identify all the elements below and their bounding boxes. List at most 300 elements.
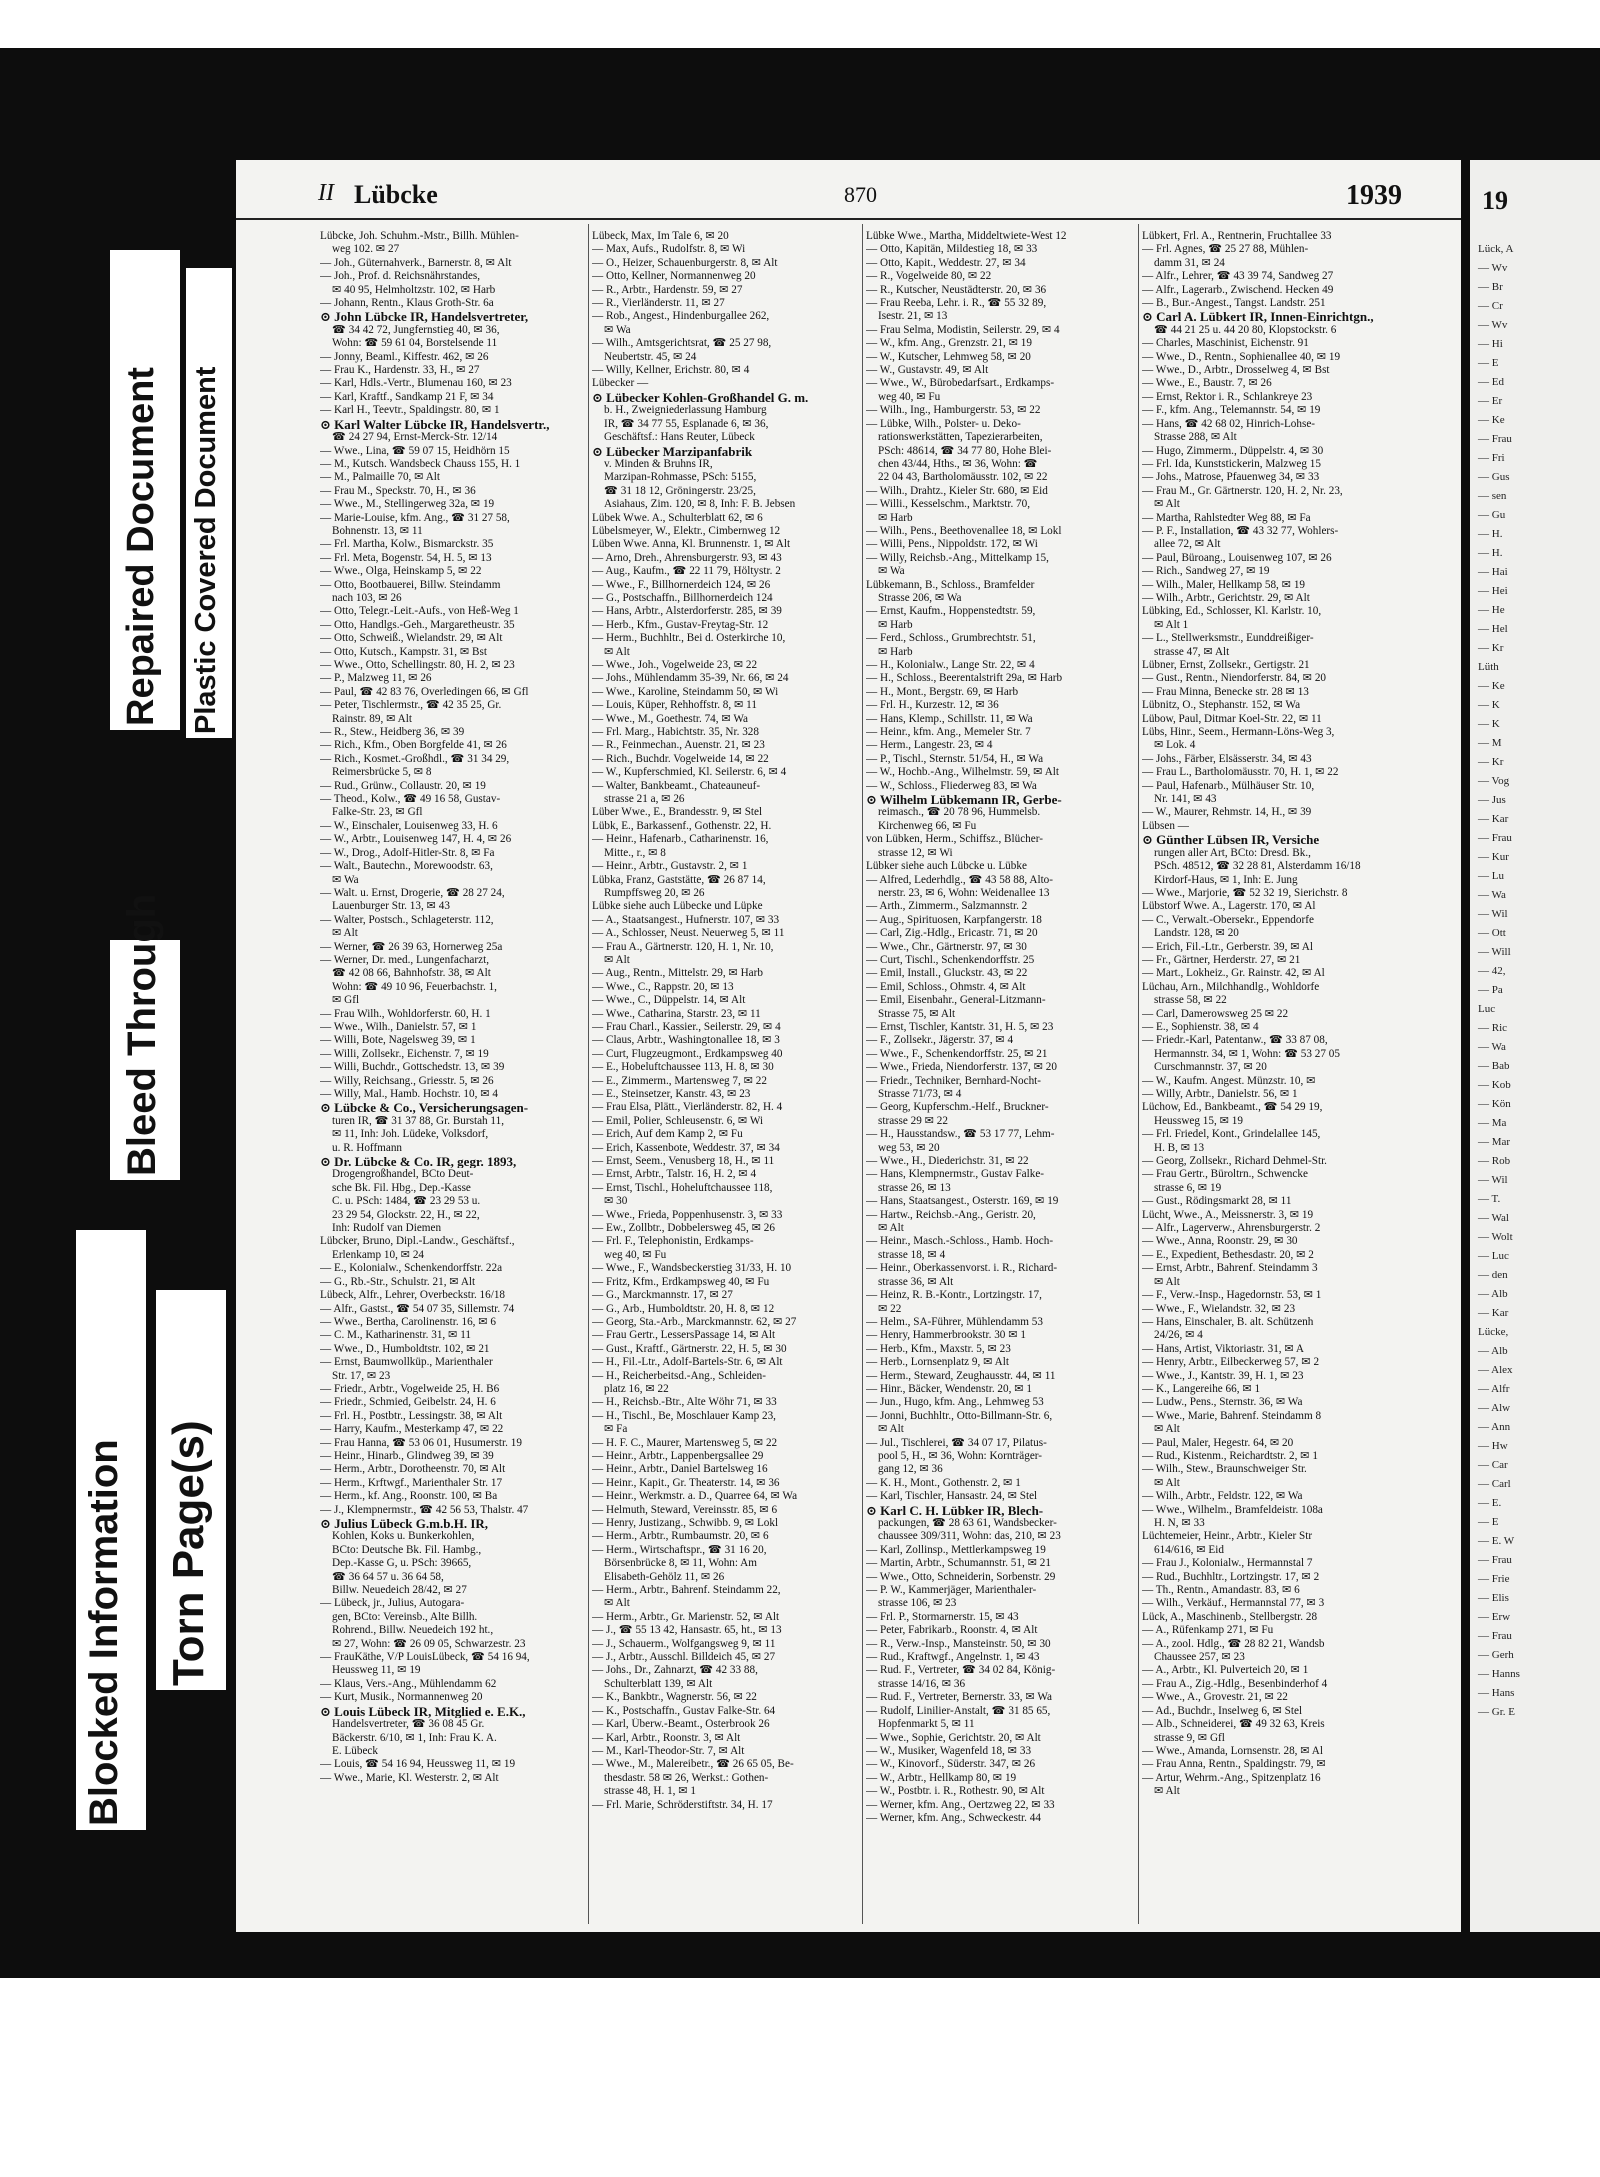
directory-entry: weg 40, ✉ Fu: [604, 1248, 667, 1261]
directory-entry: ⊙ Dr. Lübcke & Co. IR, gegr. 1893,: [320, 1155, 517, 1169]
directory-entry: — Heinr., kfm. Ang., Memeler Str. 7: [866, 726, 1031, 739]
directory-entry: — Wwe., Chr., Gärtnerstr. 97, ✉ 30: [866, 940, 1027, 953]
facing-page-entry: — Wil: [1478, 1174, 1508, 1186]
directory-entry: ✉ Alt: [1154, 1785, 1180, 1798]
directory-entry: — Jonni, Buchhltr., Otto-Billmann-Str. 6,: [866, 1409, 1053, 1422]
directory-entry: gen, BCto: Vereinsb., Alte Billh.: [332, 1610, 478, 1623]
directory-entry: ⊙ Lübecker Kohlen-Großhandel G. m.: [592, 390, 809, 405]
column-divider-2: [862, 224, 863, 1924]
directory-entry: — Wwe., D., Rentn., Sophienallee 40, ✉ 19: [1142, 350, 1341, 363]
directory-entry: — Arth., Zimmerm., Salzmannstr. 2: [866, 900, 1028, 913]
directory-entry: — R., Vogelweide 80, ✉ 22: [866, 270, 992, 283]
directory-entry: — Frl. Marg., Habichtstr. 35, Nr. 328: [592, 726, 759, 739]
facing-page-entry: — Frie: [1478, 1573, 1510, 1585]
directory-entry: — Walt., Bautechn., Morewoodstr. 63,: [320, 860, 493, 873]
directory-entry: ⊙ Julius Lübeck G.m.b.H. IR,: [320, 1517, 489, 1531]
facing-page-entry: — Kar: [1478, 813, 1509, 825]
directory-entry: Chaussee 257, ✉ 23: [1154, 1651, 1245, 1664]
directory-entry: ✉ Alt: [332, 927, 358, 940]
label-torn-text: Torn Page(s): [164, 1420, 213, 1686]
directory-entry: ⊙ Wilhelm Lübkemann IR, Gerbe-: [866, 793, 1062, 807]
directory-entry: u. R. Hoffmann: [332, 1141, 403, 1154]
directory-entry: — Karl, Arbtr., Roonstr. 3, ✉ Alt: [592, 1731, 741, 1744]
facing-page-entry: — E.: [1478, 1497, 1502, 1509]
directory-entry: — Frl. H., Kurzestr. 12, ✉ 36: [866, 699, 999, 712]
directory-entry: Schulterblatt 139, ✉ Alt: [604, 1677, 713, 1690]
directory-entry: — Heinr., Hafenarb., Catharinenstr. 16,: [592, 833, 769, 846]
directory-entry: — Willy, Mal., Hamb. Hochstr. 10, ✉ 4: [320, 1088, 498, 1100]
header-keyword: Lübcke: [354, 180, 438, 209]
directory-entry: Landstr. 128, ✉ 20: [1154, 927, 1239, 940]
directory-entry: ✉ Alt: [878, 1423, 904, 1436]
directory-entry: — Wwe., Marjorie, ☎ 52 32 19, Sierichstr. 8: [1142, 886, 1348, 899]
directory-entry: ⊙ Lübcke & Co., Versicherungsagen-: [320, 1101, 529, 1115]
directory-entry: strasse 47, ✉ Alt: [1154, 645, 1230, 658]
facing-page-entry: — E: [1478, 357, 1499, 369]
directory-entry: — R., Arbtr., Hardenstr. 59, ✉ 27: [592, 283, 743, 296]
directory-entry: Lübstorf Wwe. A., Lagerstr. 170, ✉ Al: [1142, 900, 1316, 913]
facing-page-entry: — Alb: [1478, 1288, 1508, 1300]
directory-entry: ✉ Alt: [1154, 1275, 1180, 1288]
facing-page: [1470, 160, 1600, 1932]
directory-entry: Lübow, Paul, Ditmar Koel-Str. 22, ✉ 11: [1142, 712, 1322, 725]
directory-entry: — Heinr., Arbtr., Gustavstr. 2, ✉ 1: [592, 860, 748, 873]
directory-entry: — Karl, Überw.-Beamt., Osterbrook 26: [592, 1718, 770, 1731]
facing-page-entry: — Kr: [1478, 642, 1504, 654]
directory-entry: PSch. 48512, ☎ 32 28 81, Alsterdamm 16/18: [1154, 860, 1361, 873]
directory-entry: ✉ Alt: [1154, 1423, 1180, 1436]
directory-entry: — Alfr., Lagerarb., Zwischend. Hecken 49: [1142, 283, 1334, 296]
directory-entry: Wohn: ☎ 59 61 04, Borstelsende 11: [332, 337, 498, 350]
directory-entry: — Herb., Kfm., Maxstr. 5, ✉ 23: [866, 1342, 1011, 1355]
directory-entry: weg 102. ✉ 27: [332, 243, 400, 256]
directory-entry: Drogengroßhandel, BCto Deut-: [332, 1168, 474, 1181]
directory-page: [236, 160, 1461, 1932]
directory-entry: ⊙ Lübecker Marzipanfabrik: [592, 444, 753, 458]
directory-entry: Kirdorf-Haus, ✉ 1, Inh: E. Jung: [1154, 873, 1298, 886]
directory-entry: packungen, ☎ 28 63 61, Wandsbecker-: [878, 1517, 1057, 1529]
facing-page-entry: — Fri: [1478, 452, 1505, 464]
directory-entry: Lübs, Hinr., Seem., Hermann-Löns-Weg 3,: [1142, 726, 1335, 739]
directory-entry: — Rich., Buchdr. Vogelweide 14, ✉ 22: [592, 752, 769, 765]
directory-entry: — Wwe., Wilhelm., Bramfeldeistr. 108a: [1142, 1503, 1323, 1516]
directory-entry: Wohn: ☎ 49 10 96, Feuerbachstr. 1,: [332, 980, 497, 993]
directory-entry: — Frl. Marie, Schröderstiftstr. 34, H. 17: [592, 1798, 773, 1811]
directory-entry: ✉ 27, Wohn: ☎ 26 09 05, Schwarzestr. 23: [332, 1637, 526, 1650]
directory-entry: — Rud., Kistenm., Reichardtstr. 2, ✉ 1: [1142, 1449, 1318, 1462]
directory-entry: — Paul, ☎ 42 83 76, Overledingen 66, ✉ Gfl: [320, 685, 529, 698]
directory-entry: — Rich., Sandweg 27, ✉ 19: [1142, 565, 1270, 578]
directory-entry: — Wwe., F., Schenkendorffstr. 25, ✉ 21: [866, 1047, 1048, 1060]
directory-entry: — Ernst, Arbtr., Bahrenf. Steindamm 3: [1142, 1262, 1318, 1275]
facing-page-entry: Lück, A: [1478, 243, 1514, 255]
directory-entry: Strasse 71/73, ✉ 4: [878, 1088, 962, 1100]
directory-entry: — E., Zimmerm., Martensweg 7, ✉ 22: [592, 1074, 767, 1087]
directory-entry: — Hans, Klemp., Schillstr. 11, ✉ Wa: [866, 712, 1033, 725]
directory-entry: strasse 18, ✉ 4: [878, 1248, 946, 1261]
directory-entry: — J., ☎ 55 13 42, Hansastr. 65, ht., ✉ 13: [592, 1624, 782, 1637]
directory-entry: Strasse 206, ✉ Wa: [878, 591, 962, 604]
directory-entry: Lauenburger Str. 13, ✉ 43: [332, 900, 450, 913]
facing-page-entry: — Ed: [1478, 376, 1504, 388]
facing-page-entry: — Er: [1478, 395, 1503, 407]
directory-entry: — K., Langereihe 66, ✉ 1: [1142, 1382, 1261, 1395]
column-3: [866, 230, 1134, 1920]
directory-entry: ✉ Wa: [604, 323, 631, 336]
facing-page-entry: — Kar: [1478, 1307, 1509, 1319]
directory-entry: — Ernst, Tischler, Kantstr. 31, H. 5, ✉ 23: [866, 1020, 1054, 1033]
directory-entry: ☎ 34 42 72, Jungfernstieg 40, ✉ 36,: [332, 323, 500, 336]
label-plastic-covered: [186, 268, 232, 738]
facing-page-entry: — Carl: [1478, 1478, 1511, 1490]
directory-entry: — Otto, Kapitän, Mildestieg 18, ✉ 33: [866, 243, 1038, 256]
directory-entry: — Emil, Install., Gluckstr. 43, ✉ 22: [866, 967, 1028, 980]
directory-entry: — C. M., Katharinenstr. 31, ✉ 11: [320, 1329, 471, 1342]
directory-entry: ⊙ Karl C. H. Lübker IR, Blech-: [866, 1503, 1044, 1517]
facing-page-entry: — H.: [1478, 547, 1503, 559]
facing-page-entry: — Wil: [1478, 908, 1508, 920]
directory-entry: — Wilh., Verkäuf., Hermannstal 77, ✉ 3: [1142, 1597, 1325, 1610]
directory-entry: — H., Fil.-Ltr., Adolf-Bartels-Str. 6, ✉ Alt: [592, 1356, 783, 1369]
directory-entry: ✉ Alt: [1154, 1476, 1180, 1489]
facing-page-entry: — Hw: [1478, 1440, 1508, 1452]
facing-page-entry: — Ke: [1478, 414, 1505, 426]
directory-entry: ☎ 24 27 94, Ernst-Merck-Str. 12/14: [332, 431, 498, 444]
facing-page-year: 19: [1482, 186, 1508, 215]
facing-page-entry: — Frau: [1478, 832, 1512, 844]
facing-page-entry: — E. W: [1478, 1535, 1515, 1547]
directory-entry: — Wwe., M., Stellingerweg 32a, ✉ 19: [320, 498, 495, 511]
directory-entry: ✉ 22: [878, 1302, 902, 1315]
directory-entry: — Georg, Kupferschm.-Helf., Bruckner-: [866, 1101, 1049, 1114]
directory-entry: — Hans, ☎ 42 68 02, Hinrich-Lohse-: [1142, 417, 1316, 430]
directory-entry: IR, ☎ 34 77 55, Esplanade 6, ✉ 36,: [604, 417, 769, 430]
directory-entry: — W., Einschaler, Louisenweg 33, H. 6: [320, 819, 498, 832]
facing-page-entry: — den: [1478, 1269, 1508, 1281]
directory-entry: — P., Tischl., Sternstr. 51/54, H., ✉ Wa: [866, 752, 1044, 765]
directory-entry: — Frl. Meta, Bogenstr. 54, H. 5, ✉ 13: [320, 551, 492, 564]
directory-entry: strasse 48, H. 1, ✉ 1: [604, 1785, 697, 1798]
directory-entry: — Wilh., Amtsgerichtsrat, ☎ 25 27 98,: [592, 337, 772, 350]
facing-page-entry: — Br: [1478, 281, 1503, 293]
directory-entry: — Heinr., Masch.-Schloss., Hamb. Hoch-: [866, 1235, 1054, 1248]
directory-entry: — Wilh., Stew., Braunschweiger Str.: [1142, 1463, 1307, 1476]
directory-entry: Lüchtemeier, Heinr., Arbtr., Kieler Str: [1142, 1530, 1313, 1543]
facing-page-entry: — Rob: [1478, 1155, 1511, 1167]
directory-entry: — Artur, Wehrm.-Ang., Spitzenplatz 16: [1142, 1771, 1321, 1784]
directory-entry: — E., Steinsetzer, Kanstr. 43, ✉ 23: [592, 1088, 751, 1100]
directory-entry: — Frl. H., Postbtr., Lessingstr. 38, ✉ Alt: [320, 1409, 503, 1422]
directory-entry: — Alfr., Gastst., ☎ 54 07 35, Sillemstr. 74: [320, 1302, 515, 1315]
column-divider-3: [1138, 224, 1139, 1924]
directory-entry: — Wwe., Amanda, Lornsenstr. 28, ✉ Al: [1142, 1744, 1323, 1757]
directory-entry: — K., Bankbtr., Wagnerstr. 56, ✉ 22: [592, 1691, 757, 1704]
directory-entry: — Willi, Bote, Nagelsweg 39, ✉ 1: [320, 1034, 476, 1047]
facing-page-entry: — Ann: [1478, 1421, 1511, 1433]
directory-entry: — B., Bur.-Angest., Tangst. Landstr. 251: [1142, 297, 1326, 310]
directory-entry: — Klaus, Vers.-Ang., Mühlendamm 62: [320, 1677, 497, 1690]
facing-page-entry: — Ma: [1478, 1117, 1507, 1129]
directory-entry: strasse 21 a, ✉ 26: [604, 793, 685, 806]
directory-entry: — Ludw., Pens., Sternstr. 36, ✉ Wa: [1142, 1396, 1303, 1409]
directory-entry: ☎ 31 18 12, Gröningerstr. 23/25,: [604, 484, 756, 497]
directory-entry: — Rud., Buchhltr., Lortzingstr. 17, ✉ 2: [1142, 1570, 1320, 1583]
label-plastic-text: Plastic Covered Document: [190, 366, 222, 734]
directory-entry: Strasse 75, ✉ Alt: [878, 1007, 956, 1020]
directory-entry: — E., Hobeluftchaussee 113, H. 8, ✉ 30: [592, 1061, 774, 1074]
directory-entry: — A., zool. Hdlg., ☎ 28 82 21, Wandsb: [1142, 1637, 1325, 1650]
facing-page-entry: — Alex: [1478, 1364, 1513, 1376]
directory-entry: — Martha, Rahlstedter Weg 88, ✉ Fa: [1142, 511, 1311, 524]
directory-entry: — Peter, Fabrikarb., Roonstr. 4, ✉ Alt: [866, 1624, 1038, 1637]
directory-entry: — Emil, Schloss., Ohmstr. 4, ✉ Alt: [866, 980, 1026, 993]
directory-entry: — Martin, Arbtr., Schumannstr. 51, ✉ 21: [866, 1557, 1051, 1570]
directory-entry: — Ew., Zollbtr., Dobbelersweg 45, ✉ 26: [592, 1222, 775, 1235]
directory-entry: — G., Rb.-Str., Schulstr. 21, ✉ Alt: [320, 1275, 476, 1288]
directory-entry: — W., Hochb.-Ang., Wilhelmstr. 59, ✉ Alt: [866, 766, 1059, 779]
directory-entry: Bohnenstr. 13, ✉ 11: [332, 524, 423, 537]
directory-entry: — A., Staatsangest., Hufnerstr. 107, ✉ 33: [592, 913, 780, 926]
directory-entry: — Wilh., Pens., Beethovenallee 18, ✉ Lokl: [866, 524, 1062, 537]
directory-entry: 22 04 43, Bartholomäusstr. 102, ✉ 22: [878, 471, 1048, 484]
directory-entry: — Mart., Lokheiz., Gr. Rainstr. 42, ✉ Al: [1142, 967, 1325, 980]
directory-entry: — Frau M., Speckstr. 70, H., ✉ 36: [320, 484, 476, 497]
directory-entry: ⊙ Karl Walter Lübcke IR, Handelsvertr.,: [320, 417, 550, 432]
directory-entry: Lübeck, Alfr., Lehrer, Overbeckstr. 16/18: [320, 1289, 506, 1302]
directory-entry: Heussweg 15, ✉ 19: [1154, 1114, 1243, 1127]
directory-entry: Inh: Rudolf van Diemen: [332, 1222, 442, 1235]
facing-page-entry: — Mar: [1478, 1136, 1511, 1148]
directory-entry: weg 53, ✉ 20: [878, 1141, 940, 1154]
directory-entry: — H., Reichsb.-Btr., Alte Wöhr 71, ✉ 33: [592, 1396, 777, 1409]
directory-entry: — Lübke, Wilh., Polster- u. Deko-: [866, 417, 1021, 430]
facing-page-entry: — Will: [1478, 946, 1511, 958]
directory-entry: — Otto, Handlgs.-Geh., Margaretheustr. 35: [320, 618, 515, 631]
directory-entry: — Georg, Sta.-Arb., Marckmannstr. 62, ✉ 27: [592, 1315, 797, 1328]
column-divider-1: [588, 224, 589, 1924]
directory-entry: — Frau Gertr., Büroltrn., Schwencke: [1142, 1168, 1308, 1181]
directory-entry: — Otto, Schweiß., Wielandstr. 29, ✉ Alt: [320, 632, 503, 645]
label-blocked-information: [76, 1230, 146, 1830]
facing-page-lines: [1478, 240, 1598, 1722]
directory-entry: ✉ Fa: [604, 1423, 628, 1436]
directory-entry: — W., Drog., Adolf-Hitler-Str. 8, ✉ Fa: [320, 846, 495, 859]
directory-entry: — Rob., Angest., Hindenburgallee 262,: [592, 310, 770, 323]
directory-entry: — Wwe., Anna, Roonstr. 29, ✉ 30: [1142, 1235, 1298, 1248]
directory-entry: — L., Stellwerksmstr., Eunddreißiger-: [1142, 632, 1314, 645]
directory-entry: — Friedr., Schmied, Geibelstr. 24, H. 6: [320, 1396, 496, 1409]
directory-entry: Rohrend., Billw. Neuedeich 192 ht.,: [332, 1624, 494, 1637]
directory-entry: Dep.-Kasse G, u. PSch: 39665,: [332, 1557, 472, 1570]
directory-entry: — R., Stew., Heidberg 36, ✉ 39: [320, 726, 465, 739]
directory-entry: E. Lübeck: [332, 1744, 378, 1757]
directory-entry: — H., Schloss., Beerentalstrift 29a, ✉ Harb: [866, 672, 1063, 685]
directory-entry: — Willy, Arbtr., Danielstr. 56, ✉ 1: [1142, 1088, 1298, 1100]
directory-entry: strasse 6, ✉ 19: [1154, 1181, 1222, 1194]
directory-entry: — Aug., Kaufm., ☎ 22 11 79, Höltystr. 2: [592, 565, 781, 578]
directory-entry: — Frau L., Bartholomäusstr. 70, H. 1, ✉ 22: [1142, 766, 1339, 779]
facing-page-entry: — Frau: [1478, 433, 1512, 445]
directory-entry: — Wwe., Frieda, Poppenhusenstr. 3, ✉ 33: [592, 1208, 783, 1221]
directory-entry: — W., Gustavstr. 49, ✉ Alt: [866, 364, 989, 377]
directory-entry: — Frau Minna, Benecke str. 28 ✉ 13: [1142, 685, 1309, 698]
directory-entry: — W., Maurer, Rehmstr. 14, H., ✉ 39: [1142, 806, 1312, 819]
directory-entry: — G., Postschaffn., Billhornerdeich 124: [592, 591, 773, 604]
header-year: 1939: [1346, 180, 1402, 211]
directory-entry: — W., kfm. Ang., Grenzstr. 21, ✉ 19: [866, 337, 1032, 350]
directory-entry: — Hans, Arbtr., Alsterdorferstr. 285, ✉ 39: [592, 605, 782, 618]
directory-entry: allee 72, ✉ Alt: [1154, 538, 1221, 551]
facing-page-entry: — 42,: [1478, 965, 1506, 977]
directory-entry: — Helmuth, Steward, Vereinsstr. 85, ✉ 6: [592, 1503, 778, 1516]
directory-entry: Lübking, Ed., Schlosser, Kl. Karlstr. 10,: [1142, 605, 1322, 618]
directory-entry: — Th., Rentn., Amandastr. 83, ✉ 6: [1142, 1584, 1300, 1597]
directory-entry: ⊙ Louis Lübeck IR, Mitglied e. E.K.,: [320, 1704, 526, 1719]
directory-entry: ⊙ Carl A. Lübkert IR, Innen-Einrichtgn.,: [1142, 310, 1374, 324]
directory-entry: — R., Kutscher, Neustädterstr. 20, ✉ 36: [866, 283, 1047, 296]
directory-entry: — Herm., Langestr. 23, ✉ 4: [866, 739, 993, 752]
facing-page-entry: — Hanns: [1478, 1668, 1520, 1680]
directory-entry: ☎ 42 08 66, Bahnhofstr. 38, ✉ Alt: [332, 967, 491, 980]
directory-entry: Lübkemann, B., Schloss., Bramfelder: [866, 578, 1035, 591]
directory-entry: — O., Heizer, Schauenburgerstr. 8, ✉ Alt: [592, 256, 778, 269]
directory-entry: Asiahaus, Zim. 120, ✉ 8, Inh: F. B. Jebsen: [604, 498, 796, 511]
facing-page-entry: — H.: [1478, 528, 1503, 540]
directory-entry: — Curt, Flugzeugmont., Erdkampsweg 40: [592, 1047, 783, 1060]
directory-entry: Lübkert, Frl. A., Rentnerin, Fruchtallee 33: [1142, 230, 1332, 242]
directory-entry: — Wwe., Otto, Schneiderin, Sorbenstr. 29: [866, 1570, 1056, 1583]
directory-entry: — Herm., Arbtr., Gr. Marienstr. 52, ✉ Alt: [592, 1610, 780, 1623]
directory-entry: — Walter, Postsch., Schlageterstr. 112,: [320, 913, 494, 926]
directory-entry: — Walter, Bankbeamt., Chateauneuf-: [592, 779, 761, 792]
directory-entry: — H. F. C., Maurer, Martensweg 5, ✉ 22: [592, 1436, 778, 1449]
facing-page-entry: — Alw: [1478, 1402, 1511, 1414]
directory-entry: Lüchow, Ed., Bankbeamt., ☎ 54 29 19,: [1142, 1101, 1323, 1114]
directory-entry: — F., kfm. Ang., Telemannstr. 54, ✉ 19: [1142, 404, 1321, 417]
directory-entry: — Hartw., Reichsb.-Ang., Geristr. 20,: [866, 1208, 1036, 1221]
directory-entry: Lübcke, Joh. Schuhm.-Mstr., Billh. Mühlen-: [320, 230, 519, 242]
facing-page-entry: — Luc: [1478, 1250, 1509, 1262]
directory-entry: — Johann, Rentn., Klaus Groth-Str. 6a: [320, 297, 494, 310]
directory-entry: — Otto, Kellner, Normannenweg 20: [592, 270, 756, 283]
directory-entry: — Rud., Kraftwgf., Angelnstr. 1, ✉ 43: [866, 1651, 1040, 1664]
directory-entry: Börsenbrücke 8, ✉ 11, Wohn: Am: [604, 1557, 757, 1570]
directory-entry: — Frau Anna, Rentn., Spaldingstr. 79, ✉: [1142, 1758, 1326, 1771]
directory-entry: — W., Postbtr. i. R., Rothestr. 90, ✉ Alt: [866, 1785, 1045, 1798]
directory-entry: — W., Kinovorf., Süderstr. 347, ✉ 26: [866, 1758, 1036, 1771]
directory-entry: — Wwe., Olga, Heinskamp 5, ✉ 22: [320, 565, 482, 578]
facing-page-entry: — E: [1478, 1516, 1499, 1528]
directory-entry: — Wwe., M., Goethestr. 74, ✉ Wa: [592, 712, 748, 725]
directory-entry: — Wwe., Marie, Kl. Westerstr. 2, ✉ Alt: [320, 1771, 499, 1784]
directory-entry: Mitte., r., ✉ 8: [604, 846, 666, 859]
directory-entry: — Hugo, Zimmerm., Düppelstr. 4, ✉ 30: [1142, 444, 1324, 457]
facing-page-entry: — Jus: [1478, 794, 1506, 806]
directory-entry: — Heinr., Oberkassenvorst. i. R., Richard-: [866, 1262, 1058, 1275]
directory-entry: 614/616, ✉ Eid: [1154, 1543, 1224, 1556]
directory-entry: — Rud., Grünw., Collaustr. 20, ✉ 19: [320, 779, 486, 792]
directory-entry: — Gust., Rödingsmarkt 28, ✉ 11: [1142, 1195, 1292, 1208]
directory-entry: — H., Tischl., Be, Moschlauer Kamp 23,: [592, 1409, 776, 1422]
directory-entry: — Wwe., F., Billhornerdeich 124, ✉ 26: [592, 578, 771, 591]
directory-entry: damm 31, ✉ 24: [1154, 256, 1225, 269]
directory-entry: ⊙ Günther Lübsen IR, Versiche: [1142, 833, 1320, 847]
directory-entry: — Herb., Lornsenplatz 9, ✉ Alt: [866, 1356, 1009, 1369]
directory-entry: — H., Reicherbeitsd.-Ang., Schleiden-: [592, 1369, 766, 1382]
directory-entry: Falke-Str. 23, ✉ Gfl: [332, 806, 423, 819]
directory-entry: — Friedr.-Karl, Patentanw., ☎ 33 87 08,: [1142, 1034, 1328, 1047]
facing-page-entry: — Wal: [1478, 1212, 1509, 1224]
directory-entry: — A., Rüfenkamp 271, ✉ Fu: [1142, 1624, 1274, 1637]
facing-page-entry: — sen: [1478, 490, 1507, 502]
directory-entry: — R., Vierländerstr. 11, ✉ 27: [592, 297, 725, 310]
directory-entry: ✉ Wa: [878, 565, 905, 578]
directory-entry: — Herm., Steward, Zeughausstr. 44, ✉ 11: [866, 1369, 1056, 1382]
directory-entry: — Frau Gertr., LessersPassage 14, ✉ Alt: [592, 1329, 776, 1342]
directory-entry: — Gust., Kraftf., Gärtnerstr. 22, H. 5, ✉ 30: [592, 1342, 787, 1355]
directory-entry: — Hans, Einschaler, B. alt. Schützenh: [1142, 1315, 1314, 1328]
facing-page-entry: — Ric: [1478, 1022, 1508, 1034]
directory-entry: — Willy, Reichsang., Griesstr. 5, ✉ 26: [320, 1074, 494, 1087]
directory-entry: — Peter, Tischlermstr., ☎ 42 35 25, Gr.: [320, 699, 502, 712]
directory-entry: — Wwe., Sophie, Gerichtstr. 20, ✉ Alt: [866, 1731, 1041, 1744]
directory-entry: Billw. Neuedeich 28/42, ✉ 27: [332, 1584, 467, 1597]
directory-entry: — Ad., Buchdr., Inselweg 6, ✉ Stel: [1142, 1704, 1303, 1717]
directory-entry: — M., Kutsch. Wandsbeck Chauss 155, H. 1: [320, 457, 521, 470]
directory-entry: — Johs., Färber, Elsässerstr. 34, ✉ 43: [1142, 752, 1312, 765]
directory-entry: — Aug., Spirituosen, Karpfangerstr. 18: [866, 913, 1042, 926]
directory-entry: Rumpffsweg 20, ✉ 26: [604, 886, 705, 899]
directory-entry: — Herm., Krftwgf., Marienthaler Str. 17: [320, 1476, 503, 1489]
directory-entry: gang 12, ✉ 36: [878, 1463, 943, 1476]
directory-entry: — Alfr., Lagerverw., Ahrensburgerstr. 2: [1142, 1222, 1321, 1235]
directory-entry: — Wwe., Marie, Bahrenf. Steindamm 8: [1142, 1409, 1322, 1422]
directory-entry: — Otto, Kutsch., Kampstr. 31, ✉ Bst: [320, 645, 487, 658]
directory-entry: — K., Postschaffn., Gustav Falke-Str. 64: [592, 1704, 776, 1717]
facing-page-entry: — Kur: [1478, 851, 1509, 863]
facing-page-entry: — Hel: [1478, 623, 1508, 635]
directory-entry: Lück, A., Maschinenb., Stellbergstr. 28: [1142, 1610, 1318, 1623]
directory-entry: — Heinr., Werkmstr. a. D., Quarree 64, ✉ Wa: [592, 1490, 798, 1503]
directory-entry: reimasch., ☎ 20 78 96, Hummelsb.: [878, 806, 1041, 819]
directory-entry: — Wilh., Ing., Hamburgerstr. 53, ✉ 22: [866, 404, 1041, 417]
directory-entry: rungen aller Art, BCto: Dresd. Bk.,: [1154, 846, 1311, 859]
directory-entry: — Wwe., Otto, Schellingstr. 80, H. 2, ✉ 23: [320, 659, 515, 671]
directory-entry: Heussweg 11, ✉ 19: [332, 1664, 421, 1677]
facing-page-entry: — Wolt: [1478, 1231, 1513, 1243]
directory-entry: von Lübken, Herm., Schiffsz., Blücher-: [866, 833, 1043, 846]
directory-entry: — Wwe., C., Düppelstr. 14, ✉ Alt: [592, 994, 746, 1007]
facing-page-entry: — Elis: [1478, 1592, 1509, 1604]
directory-entry: — Charles, Maschinist, Eichenstr. 91: [1142, 337, 1309, 350]
facing-page-entry: — Gus: [1478, 471, 1510, 483]
directory-entry: — F., Verw.-Insp., Hagedornstr. 53, ✉ 1: [1142, 1289, 1322, 1302]
facing-page-entry: — Frau: [1478, 1630, 1512, 1642]
directory-entry: — Alfr., Lehrer, ☎ 43 39 74, Sandweg 27: [1142, 270, 1334, 283]
directory-entry: — E., Sophienstr. 38, ✉ 4: [1142, 1020, 1259, 1033]
directory-entry: ✉ Alt 1: [1154, 618, 1189, 631]
directory-entry: — Fritz, Kfm., Erdkampsweg 40, ✉ Fu: [592, 1275, 770, 1288]
directory-entry: BCto: Deutsche Bk. Fil. Hambg.,: [332, 1543, 482, 1556]
directory-entry: H. B, ✉ 13: [1154, 1141, 1205, 1154]
facing-page-entry: — Kr: [1478, 756, 1504, 768]
directory-entry: — Henry, Justizang., Schwibb. 9, ✉ Lokl: [592, 1517, 779, 1529]
directory-entry: — P. W., Kammerjäger, Marienthaler-: [866, 1584, 1037, 1597]
directory-entry: — Frau Charl., Kassier., Seilerstr. 29, ✉ 4: [592, 1020, 781, 1033]
directory-entry: — Wwe., W., Bürobedarfsart., Erdkamps-: [866, 377, 1055, 390]
directory-entry: 24/26, ✉ 4: [1154, 1329, 1203, 1342]
directory-entry: Lüber Wwe., E., Brandesstr. 9, ✉ Stel: [592, 806, 763, 819]
